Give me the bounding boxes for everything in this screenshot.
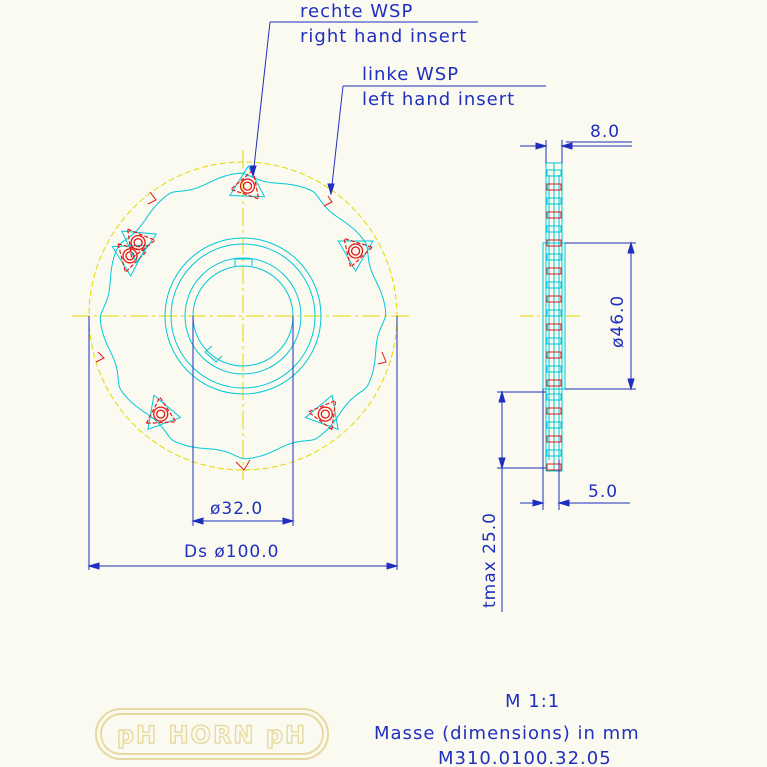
side-view [480, 122, 636, 612]
units-label: Masse (dimensions) in mm [374, 723, 640, 744]
side-body [543, 163, 565, 471]
insert-seat [230, 166, 265, 197]
front-view [72, 1, 546, 570]
insert-screw-inner [157, 410, 165, 418]
insert-screw-inner [244, 182, 252, 190]
bore-dimension-label: ø32.0 [210, 499, 264, 519]
thickness-dimension [520, 140, 632, 163]
logo-text: pH HORN pH [116, 721, 308, 749]
insert [230, 166, 265, 199]
insert-screw [318, 407, 332, 421]
insert-screw [131, 236, 145, 250]
insert-screw-inner [321, 410, 329, 418]
insert [306, 395, 339, 429]
right-insert-label-en: right hand insert [300, 26, 468, 47]
left-insert-label-en: left hand insert [362, 89, 516, 110]
hub-diameter-label: ø46.0 [608, 294, 628, 348]
horn-logo [96, 709, 328, 759]
drawing-number: M310.0100.32.05 [438, 748, 612, 767]
left-insert-label-de: linke WSP [362, 64, 460, 85]
scale-label: M 1:1 [505, 691, 561, 712]
max-depth-label: tmax 25.0 [480, 512, 500, 608]
insert-screw [349, 244, 363, 258]
insert [146, 395, 180, 429]
hub-width-label: 5.0 [588, 482, 619, 502]
insert-screw [154, 407, 168, 421]
insert-screw-inner [352, 247, 360, 255]
cutter-diameter-label: Ds ø100.0 [184, 542, 280, 562]
thickness-label: 8.0 [590, 122, 621, 142]
right-insert-label-de: rechte WSP [300, 1, 414, 22]
